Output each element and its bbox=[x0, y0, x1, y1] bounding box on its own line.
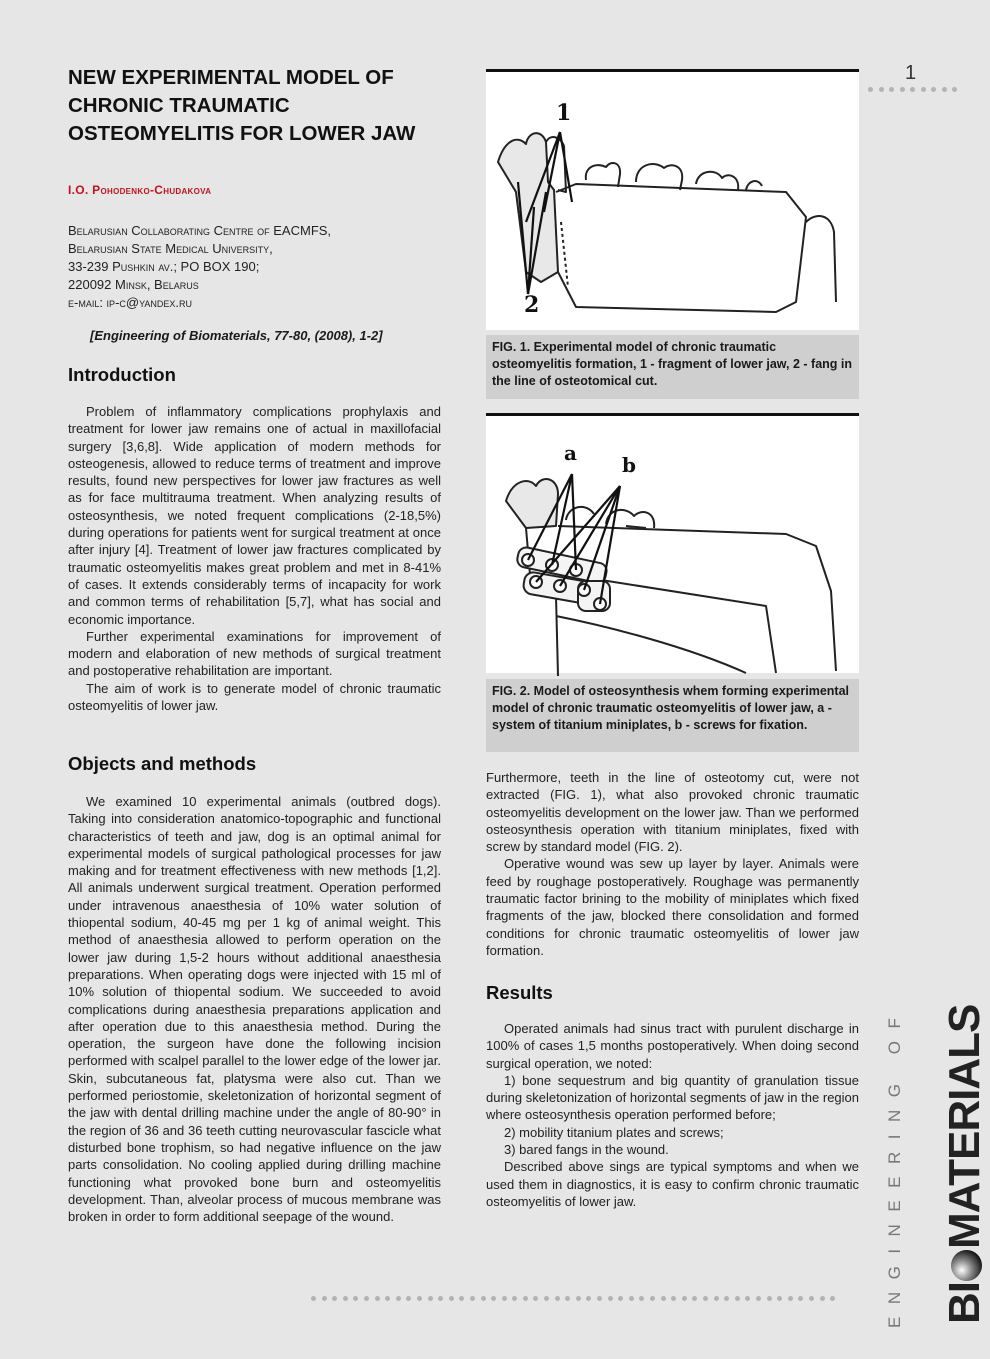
journal-logo-main bbox=[940, 1005, 990, 1328]
right-column-text bbox=[486, 769, 859, 959]
affiliation bbox=[68, 222, 448, 312]
figure-1-caption: FIG. 1. Experimental model of chronic traumatic osteomyelitis formation, 1 - fragment of lower jaw, 2 - fang in the line of osteotomical cut. bbox=[486, 335, 859, 399]
figure-1 bbox=[486, 69, 859, 330]
logo-o-sphere-icon bbox=[951, 1250, 982, 1281]
citation: [Engineering of Biomaterials, 77-80, (2008), 1-2] bbox=[90, 328, 383, 343]
results-heading: Results bbox=[486, 982, 553, 1003]
jaw-fragment-drawing bbox=[486, 72, 859, 330]
paragraph: We examined 10 experimental animals (outbred dogs). Taking into consideration anatomico-topographic and functional characteristics of teeth and jaw, dog is an optimal animal for experimental models of surgical pathological processes for jaw making and for treatment effectiveness with new methods [1,2]. All animals underwent surgical treatment. Operation performed under intravenous anaesthesia of 10% water solution of thiopental sodium, 40-45 mg per 1 kg of animal weight. This method of anaesthesia allowed to perform operation on the lower jaw during 1,5-2 hours without additional anaesthesia preparations. When operating dogs were injected with 15 ml of 10% solution of thiopental sodium. We succeeded to avoid complications during anaesthesia preparations application and after operation due to this anaesthesia method. During the operation, the surgeon have done the following incision performed with scalpel parallel to the lower edge of the lower jar. Skin, subcutaneous fat, platysma were also cut. Than we performed periostomie, skeletonization of horizontal segment of the jaw with dental drilling machine under the angle of 80-90° in the region of 36 and 36 teeth cutting neurovascular fascicle what disturbed bone trophism, so had negative influence on the jaw parts consolidation. No cooling applied during drilling machine functioning what provoked bone burn and osteomyelitis development. Than, alveolar process of mucous membrane was broken in order to form additional seepage of the wound. bbox=[68, 794, 441, 1225]
affiliation-line: 33-239 Pushkin av.; PO BOX 190; bbox=[68, 259, 260, 274]
introduction-text bbox=[68, 403, 441, 714]
affiliation-line: Belarusian State Medical University, bbox=[68, 241, 273, 256]
osteosynthesis-drawing bbox=[486, 416, 859, 673]
methods-text bbox=[68, 793, 441, 1225]
figure-2 bbox=[486, 413, 859, 673]
logo-bio-prefix: BI bbox=[940, 1282, 989, 1324]
paragraph: Problem of inflammatory complications prophylaxis and treatment for lower jaw remains one of actual in maxillofacial surgery [3,6,8]. Wide application of modern methods for osteogenesis, allowed to reduce terms of treatment and improve results, found new perspectives for lower jaw fractures as well as for face multitrauma treatment. When analyzing results of osteosynthesis, we noted frequent complications (2-18,5%) during operations for patients went for surgical treatment at once after injury [4]. Treatment of lower jaw fractures complicated by traumatic osteomyelitis makes great problem and met in 8-41% of cases. It extends considerably terms of incapacity for work and common terms of rehabilitation [5,7], what has social and economic importance. bbox=[68, 404, 441, 627]
paragraph: 1) bone sequestrum and big quantity of granulation tissue during skeletonization of horizontal segments of jaw in the region where osteosynthesis operation performed before; bbox=[486, 1072, 859, 1123]
results-text bbox=[486, 1020, 859, 1210]
fig1-label-1: 1 bbox=[556, 100, 572, 126]
paragraph: 3) bared fangs in the wound. bbox=[504, 1142, 669, 1158]
journal-logo bbox=[885, 1006, 905, 1328]
author: I.O. Pohodenko-Chudakova bbox=[68, 183, 212, 197]
methods-heading: Objects and methods bbox=[68, 753, 257, 774]
header-dots bbox=[868, 87, 957, 92]
footer-dots bbox=[311, 1296, 835, 1301]
paragraph: Furthermore, teeth in the line of osteotomy cut, were not extracted (FIG. 1), what also provoked chronic traumatic osteomyelitis development on the lower jaw. Than we performed osteosynthesis operation with titanium miniplates, fixed with screw by standard model (FIG. 2). bbox=[486, 770, 859, 855]
fig2-label-a: a bbox=[564, 441, 577, 465]
logo-bio-suffix: MATERIALS bbox=[940, 1004, 989, 1249]
affiliation-line: 220092 Minsk, Belarus bbox=[68, 277, 199, 292]
introduction-heading: Introduction bbox=[68, 364, 176, 385]
paragraph: Operative wound was sew up layer by layer. Animals were feed by roughage postoperatively. Roughage was permanently traumatic factor brining to the mobility of miniplates which fixed fragments of the jaw, blocked there consolidation and formed conditions for chronic traumatic osteomyelitis of lower jaw formation. bbox=[486, 856, 859, 958]
article-title: NEW EXPERIMENTAL MODEL OF CHRONIC TRAUMATIC OSTEOMYELITIS FOR LOWER JAW bbox=[68, 66, 416, 145]
logo-top-text: ENGINEERING OF bbox=[885, 1005, 904, 1328]
fig1-label-2: 2 bbox=[524, 292, 540, 318]
paragraph: Further experimental examinations for improvement of modern and elaboration of new methods of surgical treatment and postoperative rehabilitation are important. bbox=[68, 628, 441, 679]
page-number: 1 bbox=[905, 62, 917, 84]
paragraph: 2) mobility titanium plates and screws; bbox=[504, 1124, 724, 1140]
paragraph: Described above sings are typical symptoms and when we used them in diagnostics, it is easy to confirm chronic traumatic osteomyelitis of lower jaw. bbox=[486, 1159, 859, 1209]
email: e-mail: ip-c@yandex.ru bbox=[68, 295, 193, 310]
paragraph: Operated animals had sinus tract with purulent discharge in 100% of cases 1,5 months postoperatively. When doing second surgical operation, we noted: bbox=[486, 1021, 859, 1071]
paragraph: The aim of work is to generate model of chronic traumatic osteomyelitis of lower jaw. bbox=[68, 680, 441, 714]
figure-2-caption: FIG. 2. Model of osteosynthesis whem forming experimental model of chronic traumatic osteomyelitis of lower jaw, a - system of titanium miniplates, b - screws for fixation. bbox=[486, 679, 859, 752]
affiliation-line: Belarusian Collaborating Centre of EACMFS, bbox=[68, 223, 332, 238]
fig2-label-b: b bbox=[622, 453, 636, 477]
